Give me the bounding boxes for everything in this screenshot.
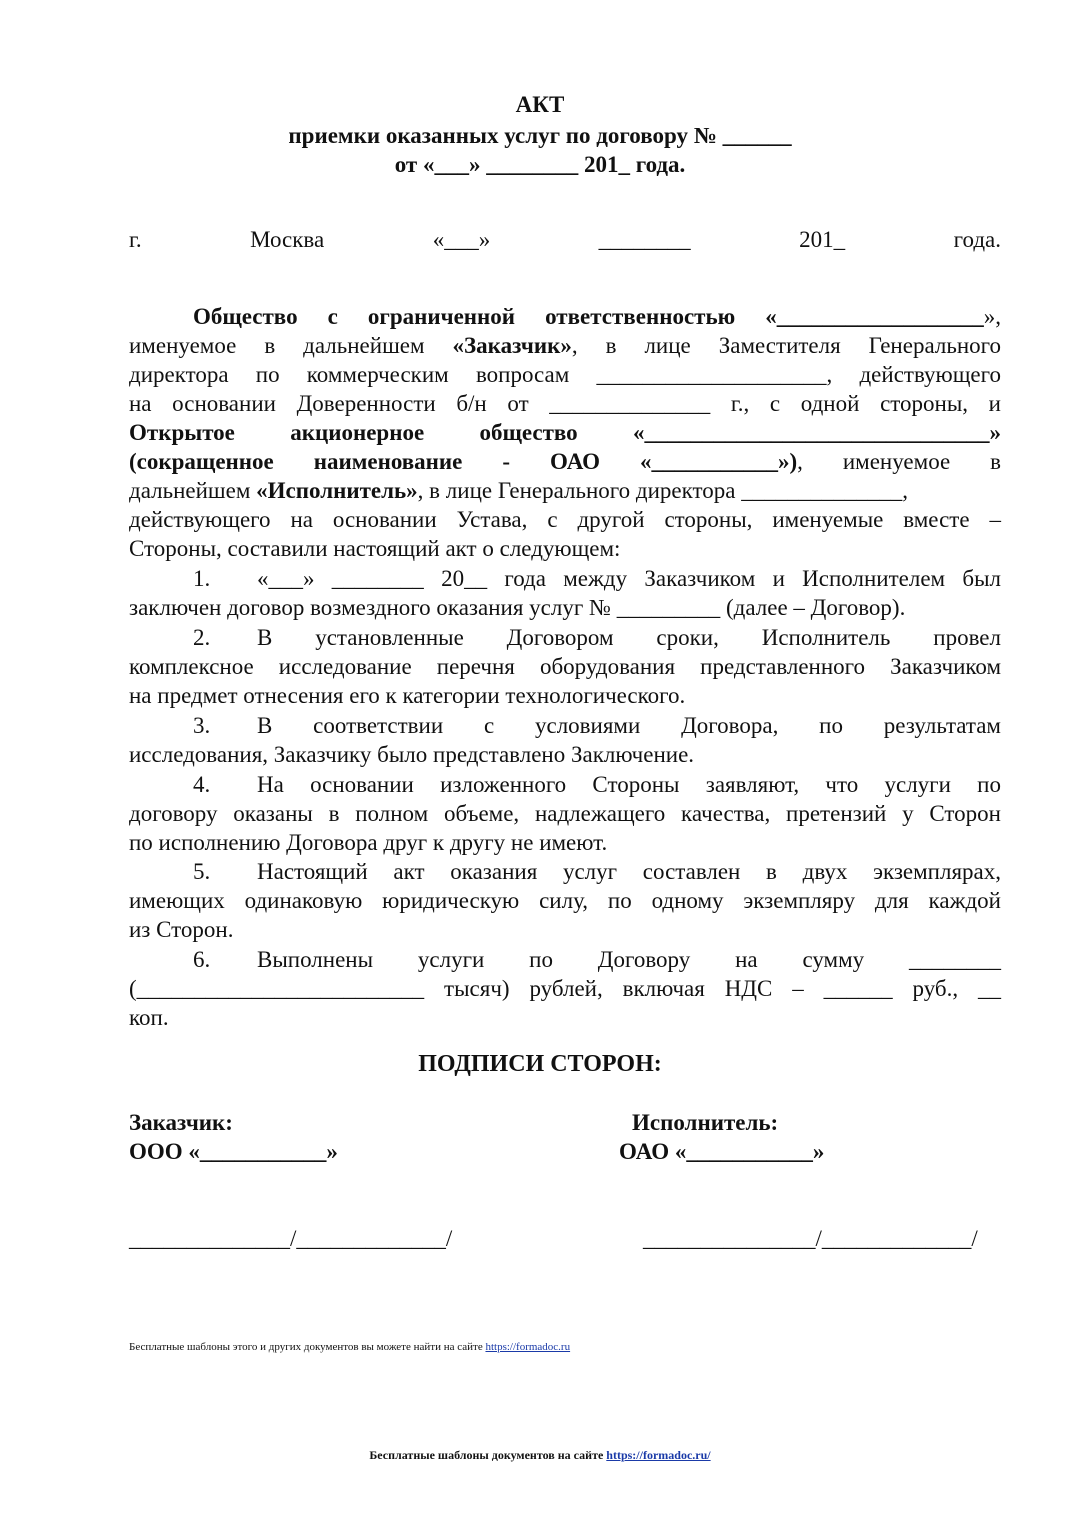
item-number: 1. (193, 566, 211, 591)
bottom-banner-text: Бесплатные шаблоны документов на сайте (369, 1448, 607, 1462)
text-fragment: , в лице Генерального директора ______________, (417, 478, 908, 503)
item-text-line: На основании изложенного Стороны заявляют, что услуги по (257, 772, 1001, 797)
customer-org-intro: Общество с ограниченной ответственностью « (193, 304, 777, 329)
item-number: 5. (193, 859, 211, 884)
place-date-row (129, 225, 1001, 254)
item-number: 6. (193, 947, 211, 972)
city: г. Москва (129, 227, 325, 252)
item-text-line: исследования, Заказчику было представлено Заключение. (129, 742, 695, 767)
item-text-line: «___» ________ 20__ года между Заказчиком и Исполнителем был (257, 566, 1001, 591)
preamble-line (129, 331, 1001, 360)
contractor-org-intro: Открытое акционерное общество «______________________________» (129, 420, 1001, 445)
item-text-line: Настоящий акт оказания услуг составлен в двух экземплярах, (257, 859, 1001, 884)
customer-org: ООО «___________» (129, 1139, 338, 1164)
text-fragment: , в лице Заместителя Генерального (571, 333, 1001, 358)
customer-term: «Заказчик» (452, 333, 572, 358)
contractor-short-name: (сокращенное наименование - ОАО «___________») (129, 449, 798, 474)
item-text-line: заключен договор возмездного оказания услуг № _________ (далее – Договор). (129, 595, 906, 620)
preamble-line (193, 302, 1001, 331)
contractor-term: «Исполнитель» (256, 478, 418, 503)
item-text-line: Выполнены услуги по Договору на сумму ________ (257, 947, 1001, 972)
signatures-heading: ПОДПИСИ СТОРОН: (418, 1051, 662, 1077)
item-number: 3. (193, 713, 211, 738)
preamble-line: действующего на основании Устава, с другой стороны, именуемые вместе – (129, 507, 1001, 532)
bottom-banner (0, 1448, 1080, 1463)
footer-note-text: Бесплатные шаблоны этого и других документов вы можете найти на сайте (129, 1341, 486, 1353)
document-date: «___» ________ 201_ года. (432, 227, 1002, 252)
preamble-line (129, 447, 1001, 476)
document-title: АКТ (515, 92, 565, 117)
item-text-line: В соответствии с условиями Договора, по результатам (257, 713, 1001, 738)
item-text-line: на предмет отнесения его к категории технологического. (129, 683, 686, 708)
contractor-signature-line: _______________/_____________/ (643, 1226, 978, 1251)
document-subtitle-line1: приемки оказанных услуг по договору № ______ (288, 123, 792, 148)
item-text-line: имеющих одинаковую юридическую силу, по одному экземпляру для каждой (129, 888, 1001, 913)
preamble-line: на основании Доверенности б/н от ______________ г., с одной стороны, и (129, 391, 1001, 416)
item-text-line: комплексное исследование перечня оборудования представленного Заказчиком (129, 654, 1001, 679)
footer-note-link[interactable]: https://formadoc.ru (485, 1341, 571, 1353)
item-number: 4. (193, 772, 211, 797)
document-subtitle-line2: от «___» ________ 201_ года. (394, 152, 686, 177)
item-text-line: коп. (129, 1005, 169, 1030)
contractor-label: Исполнитель: (632, 1110, 779, 1135)
item-number: 2. (193, 625, 211, 650)
contractor-org: ОАО «___________» (619, 1139, 825, 1164)
customer-name-blank: __________________ (776, 304, 984, 329)
customer-signature-line: ______________/_____________/ (129, 1226, 453, 1251)
text-fragment: , именуемое в (797, 449, 1001, 474)
text-fragment: дальнейшем (129, 478, 257, 503)
closing-quote: », (983, 304, 1001, 329)
footer-note (129, 1341, 570, 1353)
text-fragment: именуемое в дальнейшем (129, 333, 453, 358)
item-text-line: по исполнению Договора друг к другу не имеют. (129, 830, 608, 855)
preamble-line (129, 476, 1001, 505)
item-text-line: В установленные Договором сроки, Исполнитель провел (257, 625, 1001, 650)
preamble-line: Стороны, составили настоящий акт о следующем: (129, 536, 621, 561)
bottom-banner-link[interactable]: https://formadoc.ru/ (606, 1448, 711, 1462)
preamble-line: директора по коммерческим вопросам ____________________, действующего (129, 362, 1001, 387)
item-text-line: договору оказаны в полном объеме, надлежащего качества, претензий у Сторон (129, 801, 1001, 826)
item-text-line: (_________________________ тысяч) рублей, включая НДС – ______ руб., __ (129, 976, 1001, 1001)
customer-label: Заказчик: (129, 1110, 233, 1135)
item-text-line: из Сторон. (129, 917, 234, 942)
